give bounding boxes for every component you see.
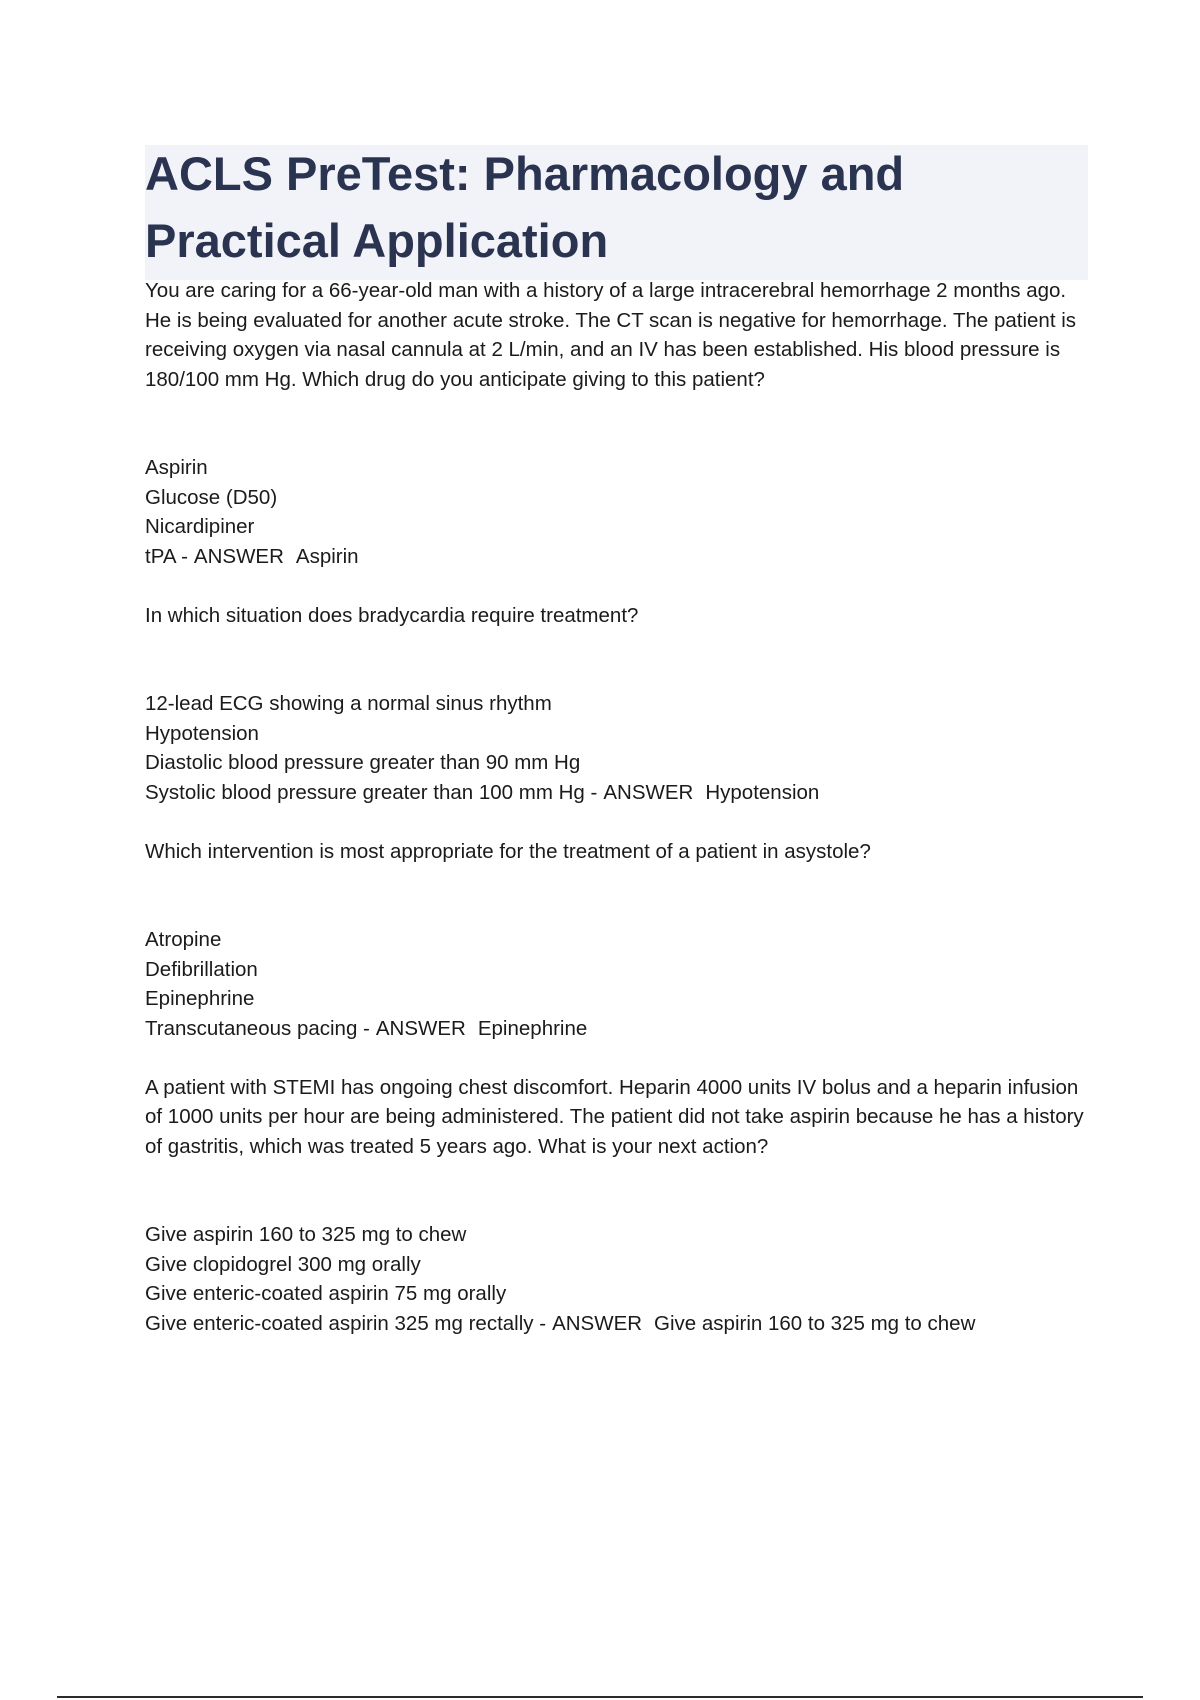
option-text: Transcutaneous pacing -: [145, 1016, 370, 1040]
option-item: Epinephrine: [145, 987, 255, 1010]
option-item-with-answer: [145, 1309, 1090, 1339]
option-item-with-answer: [145, 542, 1090, 572]
option-item: 12-lead ECG showing a normal sinus rhythm: [145, 692, 552, 715]
question-block: [145, 601, 1090, 837]
footer-divider: [57, 1696, 1143, 1698]
question-list: [145, 276, 1090, 1338]
answer-value: Epinephrine: [477, 1016, 588, 1040]
option-item: Nicardipiner: [145, 515, 255, 538]
option-list: [145, 925, 1090, 1043]
answer-label: ANSWER: [375, 1016, 466, 1040]
option-item: Hypotension: [145, 721, 259, 745]
answer-label: ANSWER: [603, 780, 694, 804]
option-text: tPA -: [145, 544, 188, 568]
option-list: [145, 453, 1090, 571]
answer-value: Aspirin: [295, 544, 359, 568]
question-block: [145, 276, 1090, 601]
option-item-with-answer: [145, 1014, 1090, 1044]
question-block: [145, 837, 1090, 1073]
question-prompt: Which intervention is most appropriate for the treatment of a patient in asystole?: [145, 839, 871, 863]
option-item: Give aspirin 160 to 325 mg to chew: [145, 1223, 467, 1246]
answer-value: Give aspirin 160 to 325 mg to chew: [654, 1311, 976, 1335]
question-prompt: In which situation does bradycardia require treatment?: [145, 603, 639, 627]
option-item-with-answer: [145, 778, 1090, 808]
page-title: ACLS PreTest: Pharmacology and Practical Application: [145, 147, 905, 267]
answer-value: Hypotension: [705, 780, 820, 804]
option-text: Give enteric-coated aspirin 325 mg rectally -: [145, 1311, 547, 1335]
option-item: Give enteric-coated aspirin 75 mg orally: [145, 1282, 507, 1305]
option-item: Glucose (D50): [145, 485, 278, 509]
answer-label: ANSWER: [552, 1311, 643, 1335]
option-text: Systolic blood pressure greater than 100 mm Hg -: [145, 780, 598, 804]
option-item: Atropine: [145, 928, 222, 951]
option-list: [145, 689, 1090, 807]
question-prompt: A patient with STEMI has ongoing chest discomfort. Heparin 4000 units IV bolus and a heparin infusion of 1000 units per hour are being administered. The patient did not take aspirin because he has a history of gastritis, which was treated 5 years ago. What is your next action?: [145, 1075, 1084, 1158]
answer-label: ANSWER: [193, 544, 284, 568]
option-list: [145, 1220, 1090, 1338]
option-item: Aspirin: [145, 456, 208, 479]
option-item: Defibrillation: [145, 957, 258, 981]
question-block: [145, 1073, 1090, 1339]
option-item: Diastolic blood pressure greater than 90 mm Hg: [145, 751, 581, 774]
option-item: Give clopidogrel 300 mg orally: [145, 1252, 421, 1276]
question-prompt: You are caring for a 66-year-old man with a history of a large intracerebral hemorrhage 2 months ago. He is being evaluated for another acute stroke. The CT scan is negative for hemorrhage. The patient is receiving oxygen via nasal cannula at 2 L/min, and an IV has been established. His blood pressure is 180/100 mm Hg. Which drug do you anticipate giving to this patient?: [145, 279, 1077, 391]
